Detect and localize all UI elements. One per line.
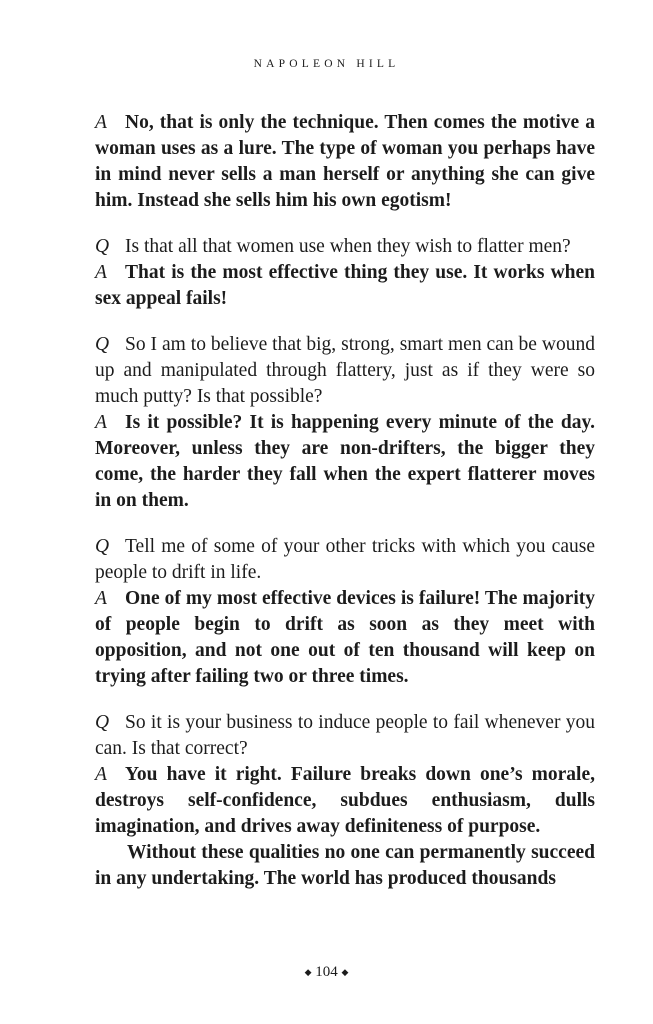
question-paragraph (95, 234, 595, 260)
running-header: NAPOLEON HILL (253, 58, 400, 70)
page-number: 104 (315, 964, 338, 980)
speaker-marker: A (95, 412, 107, 433)
answer-text: No, that is only the technique. Then comes the motive a woman uses as a lure. The type of woman you perhaps have in mind never sells a man herself or anything she can give him. Instead she sells him his own egotism! (95, 112, 595, 211)
speaker-marker: A (95, 588, 107, 609)
answer-paragraph (95, 410, 595, 514)
ornament-right-icon: ◆ (341, 967, 349, 978)
speaker-marker: Q (95, 334, 110, 355)
answer-paragraph (95, 260, 595, 312)
speaker-marker: Q (95, 236, 110, 257)
speaker-marker: Q (95, 536, 110, 557)
answer-text: That is the most effective thing they use. It works when sex appeal fails! (95, 262, 595, 309)
question-text: So I am to believe that big, strong, smart men can be wound up and manipulated through flattery, just as if they were so much putty? Is that possible? (95, 334, 595, 407)
answer-paragraph (95, 762, 595, 840)
question-paragraph (95, 534, 595, 586)
speaker-marker: A (95, 112, 107, 133)
continuation-paragraph: Without these qualities no one can permanently succeed in any undertaking. The world has produced thousands (95, 842, 595, 889)
answer-text: One of my most effective devices is failure! The majority of people begin to drift as soon as they meet with opposition, and not one out of ten thousand will keep on trying after failing two or three times. (95, 588, 595, 687)
page-footer (0, 964, 653, 981)
question-paragraph (95, 710, 595, 762)
speaker-marker: Q (95, 712, 110, 733)
question-text: Is that all that women use when they wish to flatter men? (125, 236, 571, 257)
page-body (95, 110, 595, 892)
answer-text: You have it right. Failure breaks down one’s morale, destroys self-confidence, subdues enthusiasm, dulls imagination, and drives away definiteness of purpose. (95, 764, 595, 837)
question-text: Tell me of some of your other tricks with which you cause people to drift in life. (95, 536, 595, 583)
question-text: So it is your business to induce people to fail whenever you can. Is that correct? (95, 712, 595, 759)
ornament-left-icon: ◆ (304, 967, 312, 978)
answer-paragraph (95, 586, 595, 690)
answer-paragraph (95, 110, 595, 214)
speaker-marker: A (95, 764, 107, 785)
speaker-marker: A (95, 262, 107, 283)
answer-text: Is it possible? It is happening every minute of the day. Moreover, unless they are non-drifters, the bigger they come, the harder they fall when the expert flatterer moves in on them. (95, 412, 595, 511)
question-paragraph (95, 332, 595, 410)
